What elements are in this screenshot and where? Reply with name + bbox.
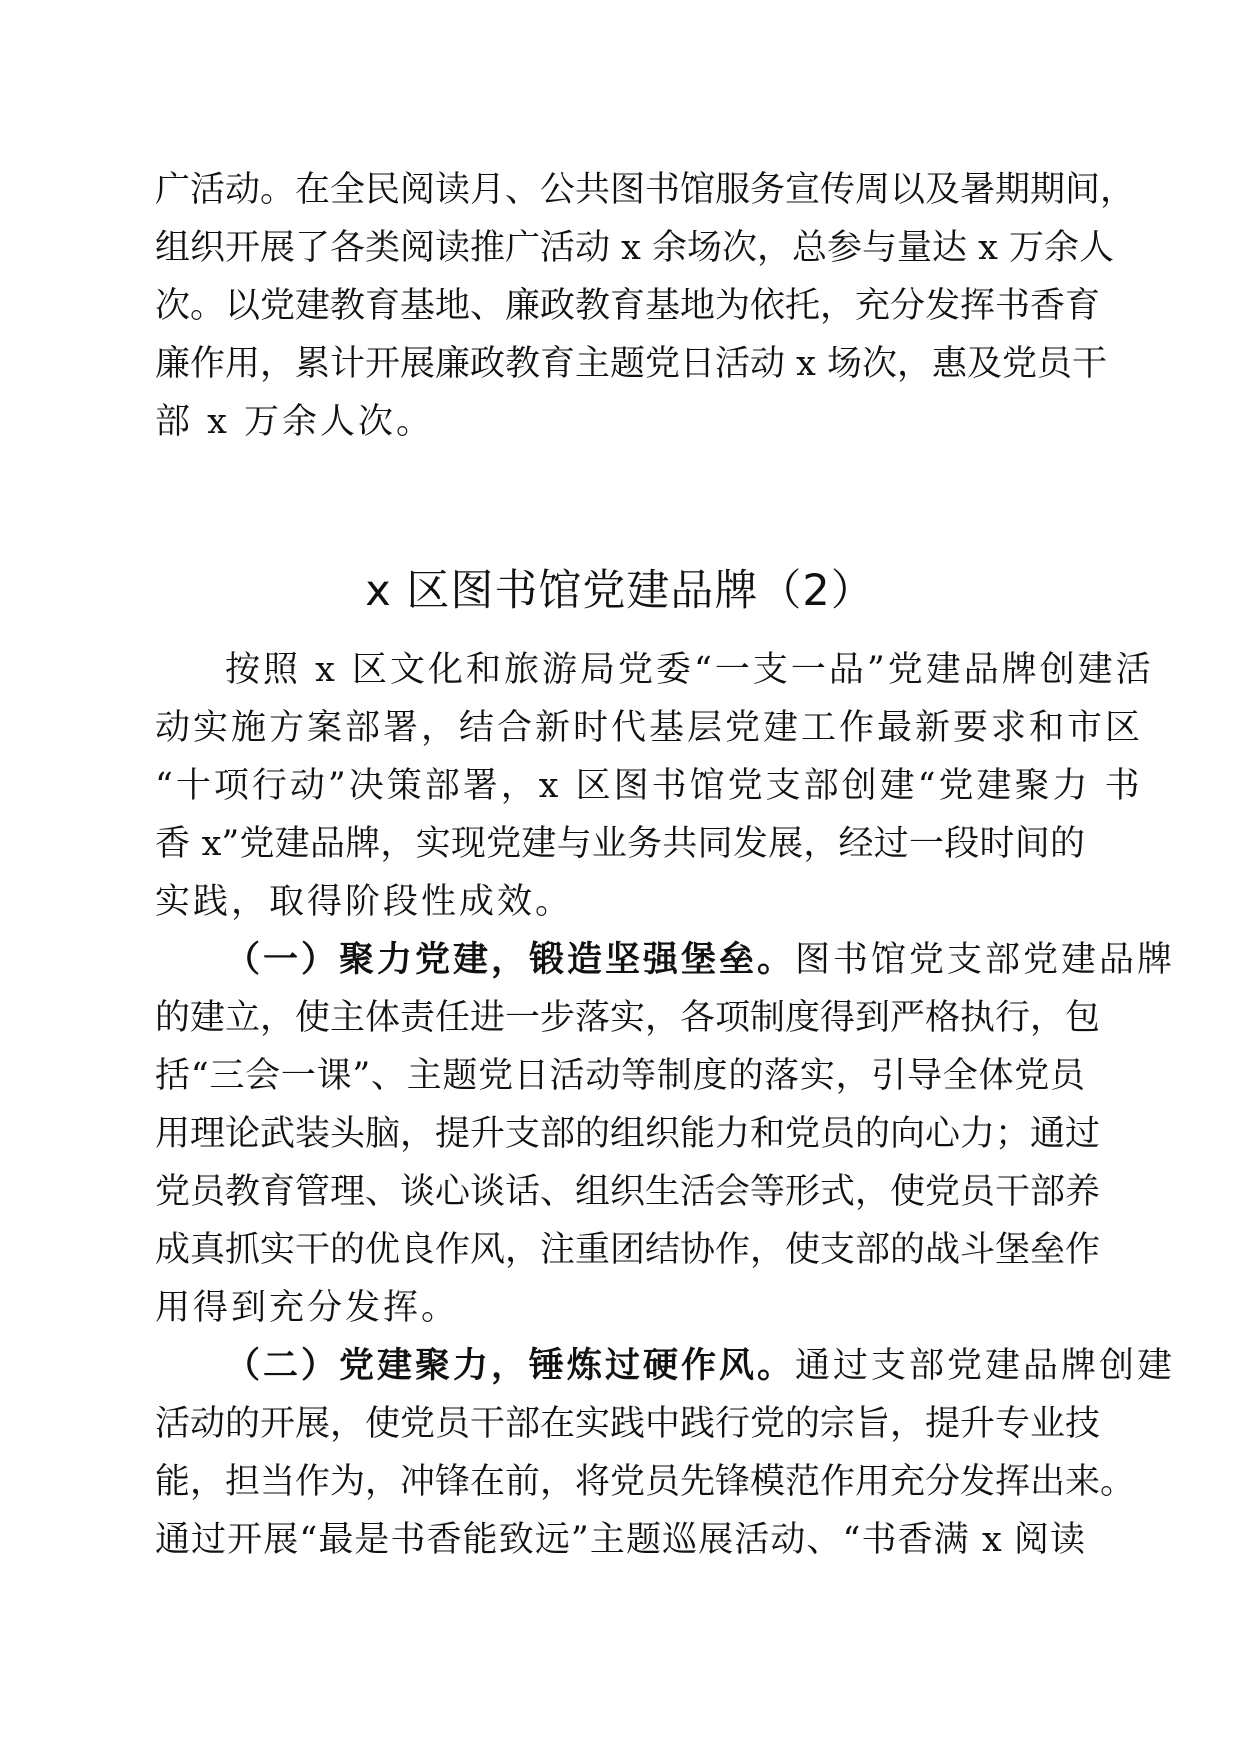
paragraph-line: 动实施方案部署，结合新时代基层党建工作最新要求和市区 [155,708,1144,748]
paragraph-line: 实践，取得阶段性成效。 [155,882,574,922]
paragraph-line: 次。以党建教育基地、廉政教育基地为依托，充分发挥书香育 [155,286,1101,326]
section-1-text: 图书馆党支部党建品牌 [795,940,1176,980]
section-2-text: 通过支部党建品牌创建 [795,1346,1176,1386]
paragraph-line: 党员教育管理、谈心谈话、组织生活会等形式，使党员干部养 [155,1172,1101,1212]
paragraph-line: 成真抓实干的优良作风，注重团结协作，使支部的战斗堡垒作 [155,1230,1101,1270]
section-1-heading: （一）聚力党建，锻造坚强堡垒。 [225,940,796,980]
document-title: x 区图书馆党建品牌（2） [365,566,875,616]
paragraph-line: 按照 x 区文化和旅游局党委“一支一品”党建品牌创建活 [225,650,1154,690]
paragraph-line: 的建立，使主体责任进一步落实，各项制度得到严格执行，包 [155,998,1101,1038]
section-2-first-line [225,1344,1176,1388]
paragraph-line: 括“三会一课”、主题党日活动等制度的落实，引导全体党员 [155,1056,1085,1096]
section-2-heading: （二）党建聚力，锤炼过硬作风。 [225,1346,796,1386]
paragraph-line: 活动的开展，使党员干部在实践中践行党的宗旨，提升专业技 [155,1404,1101,1444]
paragraph-line: 组织开展了各类阅读推广活动 x 余场次，总参与量达 x 万余人 [155,228,1114,268]
paragraph-line: 廉作用，累计开展廉政教育主题党日活动 x 场次，惠及党员干 [155,344,1107,384]
section-1-first-line [225,938,1176,982]
paragraph-line: 通过开展“最是书香能致远”主题巡展活动、“书香满 x 阅读 [155,1520,1085,1560]
paragraph-line: “十项行动”决策部署，x 区图书馆党支部创建“党建聚力 书 [155,766,1143,806]
paragraph-line: 广活动。在全民阅读月、公共图书馆服务宣传周以及暑期期间， [155,170,1136,210]
paragraph-line: 能，担当作为，冲锋在前，将党员先锋模范作用充分发挥出来。 [155,1462,1136,1502]
paragraph-line: 香 x”党建品牌，实现党建与业务共同发展，经过一段时间的 [155,824,1085,864]
paragraph-line: 部 x 万余人次。 [155,402,434,442]
paragraph-line: 用理论武装头脑，提升支部的组织能力和党员的向心力；通过 [155,1114,1101,1154]
paragraph-line: 用得到充分发挥。 [155,1288,460,1328]
